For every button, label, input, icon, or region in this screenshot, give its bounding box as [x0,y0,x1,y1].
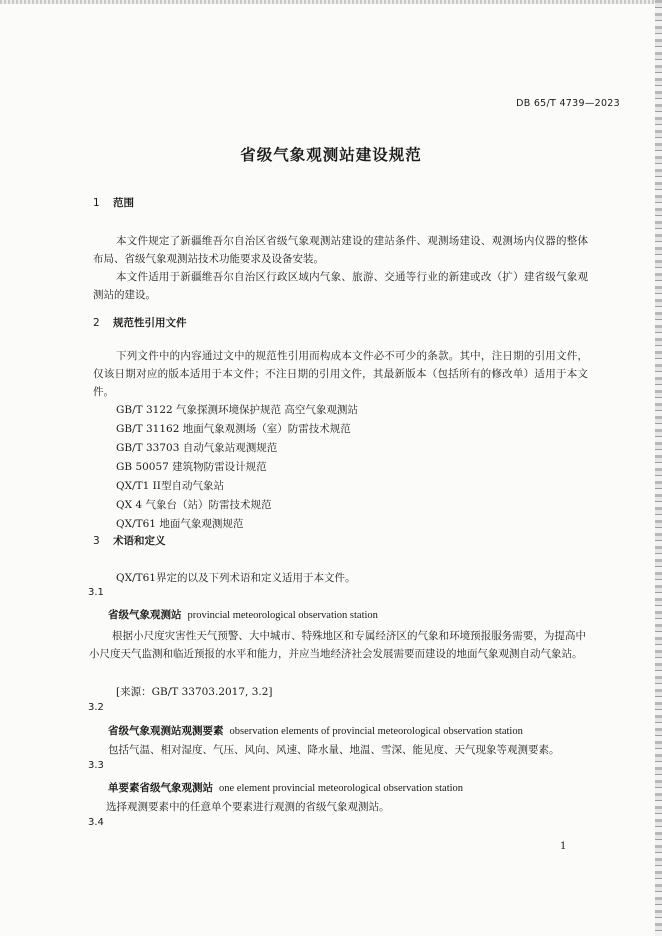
term-chinese: 省级气象观测站 [108,609,182,621]
section-1-paragraph-1: 本文件规定了新疆维吾尔自治区省级气象观测站建设的建站条件、观测场建设、观测场内仪器的整体布局、省级气象观测站技术功能要求及设备安装。 [93,235,588,265]
section-number: 2 [93,317,100,329]
term-3-1 [108,607,378,622]
reference-item: QX/T1 II型自动气象站 [116,480,224,492]
page-number: 1 [560,841,567,852]
reference-item: GB/T 31162 地面气象观测场（室）防雷技术规范 [116,423,351,435]
clause-number: 3.2 [88,702,104,713]
section-2-heading [93,315,187,330]
term-english: one element provincial meteorological observation station [219,783,464,794]
section-3-intro: QX/T61界定的以及下列术语和定义适用于本文件。 [116,572,356,584]
scan-top-edge [0,0,662,4]
term-english: provincial meteorological observation station [187,610,378,621]
clause-number: 3.3 [88,760,104,771]
reference-item: QX 4 气象台（站）防雷技术规范 [116,499,272,511]
section-number: 1 [93,197,100,209]
term-chinese: 单要素省级气象观测站 [108,782,213,794]
term-3-2 [108,723,523,738]
term-english: observation elements of provincial meteorological observation station [229,726,523,737]
reference-item: QX/T61 地面气象观测规范 [116,518,244,530]
term-3-1-definition: 根据小尺度灾害性天气预警、大中城市、特殊地区和专属经济区的气象和环境预报服务需要，为提高中小尺度天气监测和临近预报的水平和能力，并应当地经济社会发展需要而建设的地面气象观测自动气象站。 [89,630,586,660]
section-3-heading [93,533,166,548]
section-1-paragraph-2: 本文件适用于新疆维吾尔自治区行政区域内气象、旅游、交通等行业的新建或改（扩）建省级气象观测站的建设。 [93,271,588,301]
section-title: 规范性引用文件 [113,317,187,329]
section-2-paragraph-1: 下列文件中的内容通过文中的规范性引用而构成本文件必不可少的条款。其中，注日期的引用文件，仅该日期对应的版本适用于本文件；不注日期的引用文件，其最新版本（包括所有的修改单）适用于本文件。 [93,350,588,398]
section-1-heading [93,195,134,210]
clause-number: 3.1 [88,587,104,598]
standard-code: DB 65/T 4739—2023 [516,98,620,109]
document-title: 省级气象观测站建设规范 [240,146,422,164]
reference-item: GB/T 33703 自动气象站观测规范 [116,442,278,454]
reference-item: GB 50057 建筑物防雷设计规范 [116,461,267,473]
term-chinese: 省级气象观测站观测要素 [108,725,224,737]
section-number: 3 [93,535,100,547]
term-3-3 [108,780,463,795]
scan-right-edge [655,0,662,936]
term-3-3-definition: 选择观测要素中的任意单个要素进行观测的省级气象观测站。 [106,801,390,813]
term-3-1-source: [来源：GB/T 33703.2017, 3.2] [116,686,273,698]
term-3-2-definition: 包括气温、相对湿度、气压、风向、风速、降水量、地温、雪深、能见度、天气现象等观测要素。 [108,744,560,756]
section-title: 术语和定义 [113,535,166,547]
reference-item: GB/T 3122 气象探测环境保护规范 高空气象观测站 [116,404,358,416]
clause-number: 3.4 [88,817,104,828]
section-title: 范围 [113,197,134,209]
